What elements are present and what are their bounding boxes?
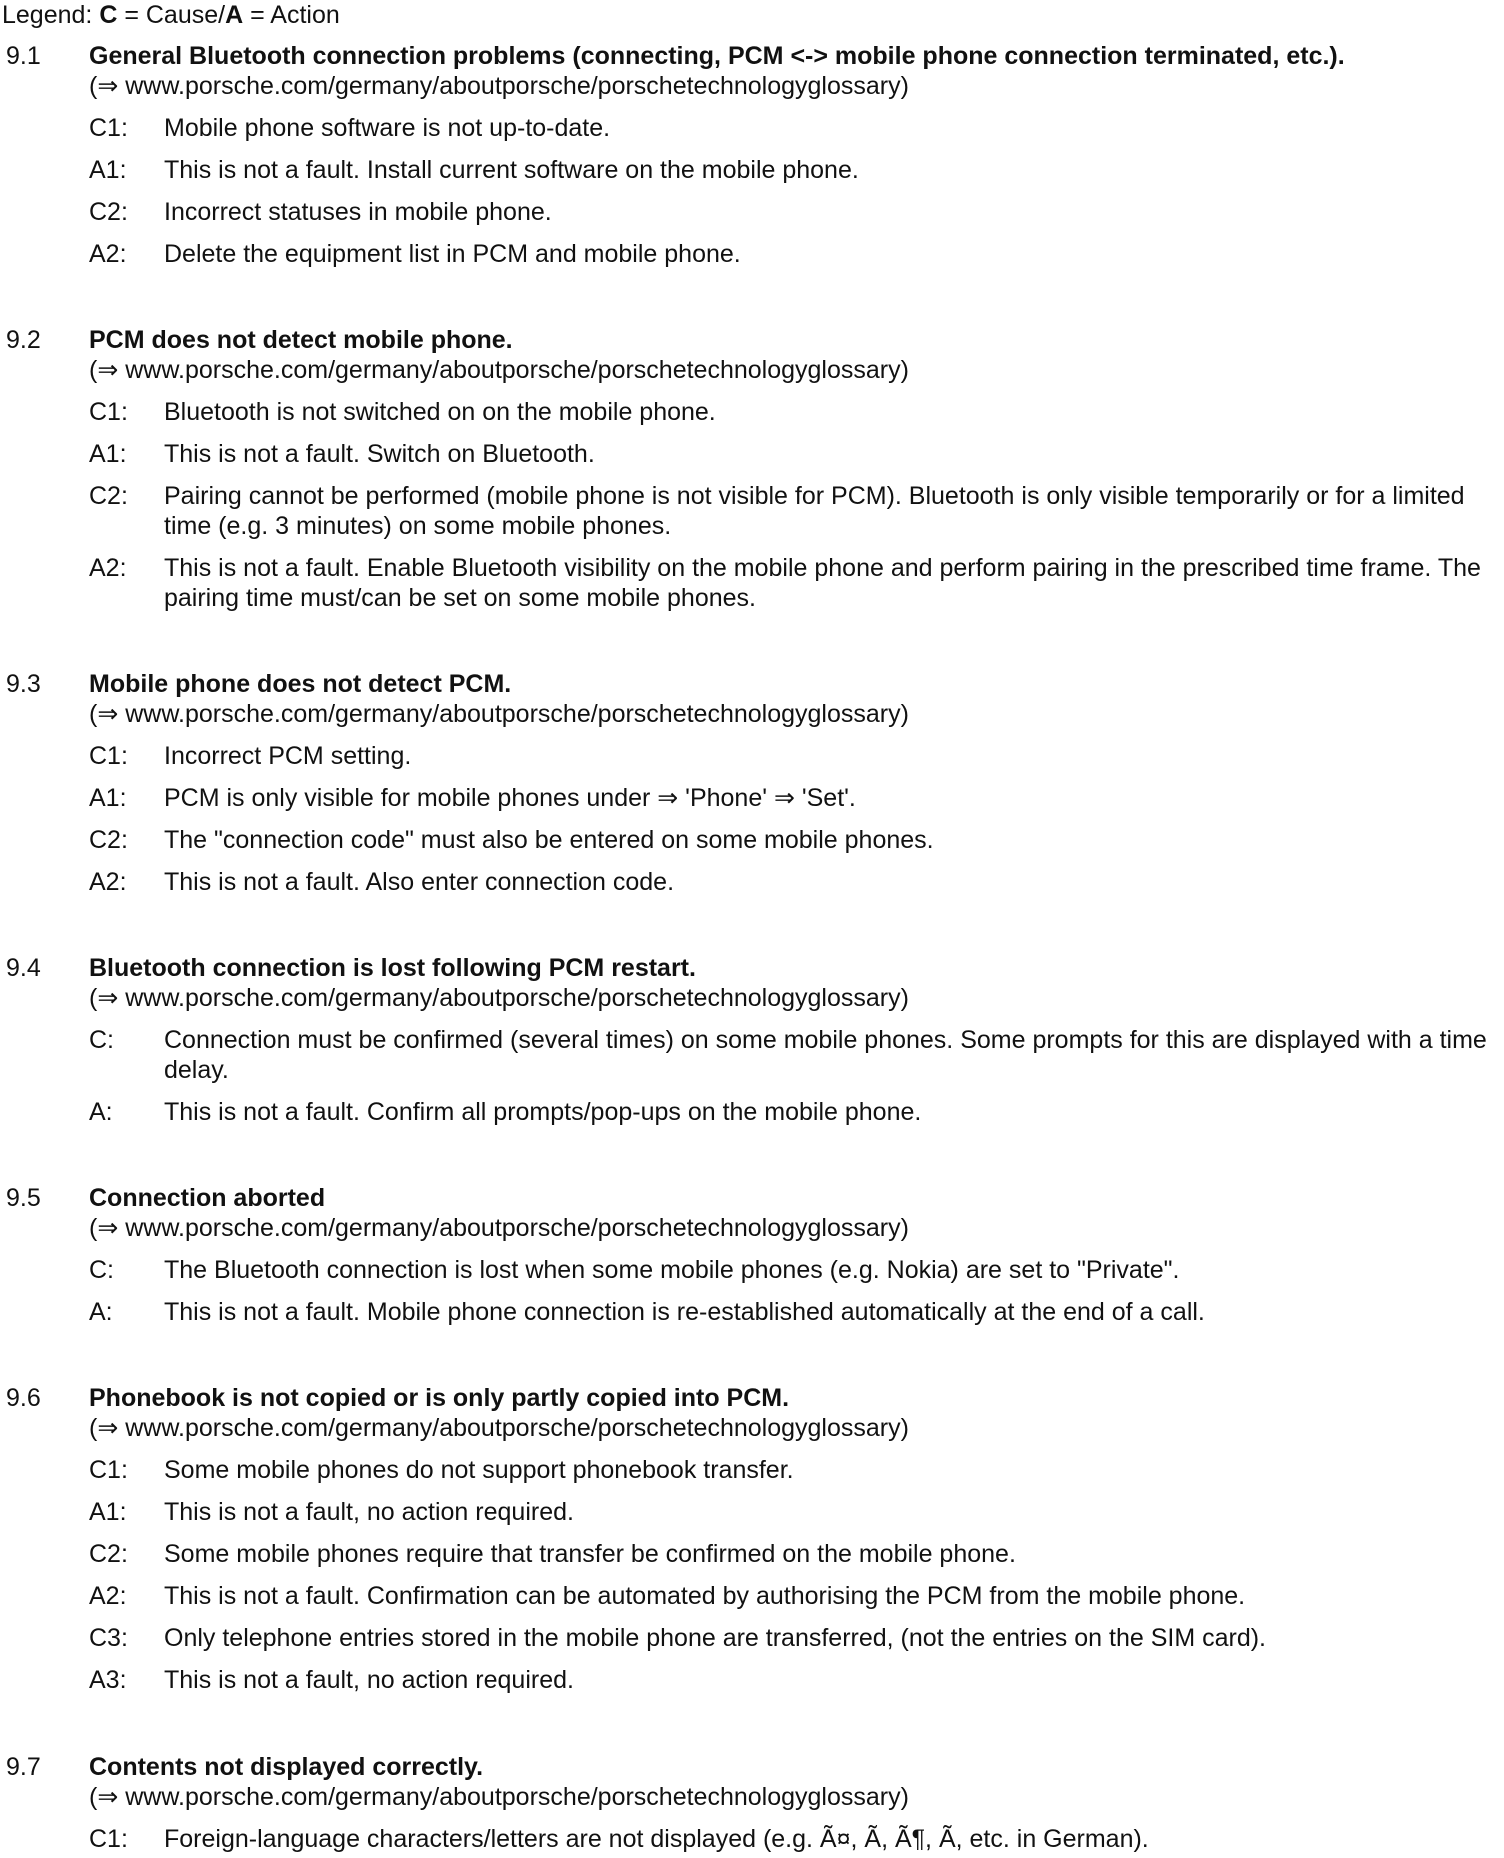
- item-text: This is not a fault. Install current software on the mobile phone.: [164, 156, 859, 184]
- item-label: A2:: [89, 240, 127, 268]
- section-reference-link[interactable]: (⇒ www.porsche.com/germany/aboutporsche/porschetechnologyglossary): [89, 1783, 909, 1811]
- legend-action-key: A: [225, 1, 244, 29]
- item-label: C2:: [89, 482, 128, 510]
- section-9-7: [0, 1752, 1504, 1854]
- item-label: A1:: [89, 1498, 127, 1526]
- item-label: C1:: [89, 114, 128, 142]
- item-label: A1:: [89, 156, 127, 184]
- list-item: [0, 481, 1504, 541]
- list-item: [0, 867, 1504, 897]
- section-9-3: [0, 669, 1504, 897]
- item-text: Incorrect statuses in mobile phone.: [164, 198, 552, 226]
- item-label: C2:: [89, 1540, 128, 1568]
- section-title: Bluetooth connection is lost following PCM restart.: [89, 954, 696, 982]
- section-number: 9.7: [6, 1753, 41, 1781]
- item-text: Some mobile phones require that transfer be confirmed on the mobile phone.: [164, 1540, 1016, 1568]
- item-text: Delete the equipment list in PCM and mobile phone.: [164, 240, 741, 268]
- section-number: 9.5: [6, 1184, 41, 1212]
- list-item: [0, 1665, 1504, 1695]
- section-title: Contents not displayed correctly.: [89, 1753, 484, 1781]
- list-item: [0, 155, 1504, 185]
- item-label: C:: [89, 1256, 114, 1284]
- item-text: Some mobile phones do not support phonebook transfer.: [164, 1456, 794, 1484]
- section-9-4: [0, 953, 1504, 1127]
- list-item: [0, 1455, 1504, 1485]
- list-item: [0, 1097, 1504, 1127]
- item-label: A2:: [89, 868, 127, 896]
- list-item: [0, 1255, 1504, 1285]
- list-item: [0, 1539, 1504, 1569]
- section-9-2: [0, 325, 1504, 613]
- item-text: Incorrect PCM setting.: [164, 742, 412, 770]
- item-label: A1:: [89, 440, 127, 468]
- item-text: This is not a fault, no action required.: [164, 1666, 574, 1694]
- section-number: 9.6: [6, 1384, 41, 1412]
- section-reference-link[interactable]: (⇒ www.porsche.com/germany/aboutporsche/porschetechnologyglossary): [89, 356, 909, 384]
- section-9-6: [0, 1383, 1504, 1695]
- item-label: A:: [89, 1298, 113, 1326]
- section-title: PCM does not detect mobile phone.: [89, 326, 513, 354]
- item-label: A2:: [89, 1582, 127, 1610]
- item-text: This is not a fault. Enable Bluetooth visibility on the mobile phone and perform pairing in the prescribed time frame. The pairing time must/can be set on some mobile phones.: [164, 554, 1481, 612]
- list-item: [0, 1581, 1504, 1611]
- list-item: [0, 1297, 1504, 1327]
- list-item: [0, 113, 1504, 143]
- section-9-5: [0, 1183, 1504, 1327]
- item-label: C1:: [89, 398, 128, 426]
- section-reference-link[interactable]: (⇒ www.porsche.com/germany/aboutporsche/porschetechnologyglossary): [89, 1214, 909, 1242]
- section-number: 9.2: [6, 326, 41, 354]
- item-text: Foreign-language characters/letters are not displayed (e.g. Ã¤, Ã, Ã¶, Ã, etc. in German).: [164, 1825, 1149, 1853]
- list-item: [0, 197, 1504, 227]
- item-text: The Bluetooth connection is lost when some mobile phones (e.g. Nokia) are set to "Private".: [164, 1256, 1180, 1284]
- list-item: [0, 1497, 1504, 1527]
- section-number: 9.3: [6, 670, 41, 698]
- item-label: A1:: [89, 784, 127, 812]
- list-item: [0, 553, 1504, 613]
- item-label: A:: [89, 1098, 113, 1126]
- item-text: This is not a fault. Confirmation can be automated by authorising the PCM from the mobile phone.: [164, 1582, 1246, 1610]
- list-item: [0, 397, 1504, 427]
- section-reference-link[interactable]: (⇒ www.porsche.com/germany/aboutporsche/porschetechnologyglossary): [89, 1414, 909, 1442]
- legend-cause-key: C: [99, 1, 118, 29]
- section-9-1: [0, 41, 1504, 269]
- item-label: A2:: [89, 554, 127, 582]
- legend-prefix: Legend:: [2, 1, 100, 29]
- item-label: C:: [89, 1026, 114, 1054]
- list-item: [0, 439, 1504, 469]
- section-number: 9.1: [6, 42, 41, 70]
- item-text: Pairing cannot be performed (mobile phone is not visible for PCM). Bluetooth is only visible temporarily or for a limited time (e.g. 3 minutes) on some mobile phones.: [164, 482, 1465, 540]
- item-text: Only telephone entries stored in the mobile phone are transferred, (not the entries on the SIM card).: [164, 1624, 1267, 1652]
- section-reference-link[interactable]: (⇒ www.porsche.com/germany/aboutporsche/porschetechnologyglossary): [89, 72, 909, 100]
- section-title: Mobile phone does not detect PCM.: [89, 670, 512, 698]
- section-title: Phonebook is not copied or is only partly copied into PCM.: [89, 1384, 790, 1412]
- list-item: [0, 783, 1504, 813]
- item-text: This is not a fault. Also enter connection code.: [164, 868, 675, 896]
- legend-action-text: = Action: [243, 1, 340, 29]
- item-label: C2:: [89, 826, 128, 854]
- item-label: C1:: [89, 1456, 128, 1484]
- item-label: A3:: [89, 1666, 127, 1694]
- section-number: 9.4: [6, 954, 41, 982]
- list-item: [0, 1623, 1504, 1653]
- item-label: C3:: [89, 1624, 128, 1652]
- section-title: General Bluetooth connection problems (connecting, PCM <-> mobile phone connection terminated, etc.).: [89, 42, 1345, 70]
- item-text: This is not a fault. Switch on Bluetooth.: [164, 440, 595, 468]
- legend: [2, 0, 340, 30]
- item-text: This is not a fault. Confirm all prompts/pop-ups on the mobile phone.: [164, 1098, 922, 1126]
- item-text: Connection must be confirmed (several times) on some mobile phones. Some prompts for this are displayed with a time delay.: [164, 1026, 1487, 1084]
- item-text: This is not a fault, no action required.: [164, 1498, 574, 1526]
- item-label: C2:: [89, 198, 128, 226]
- section-reference-link[interactable]: (⇒ www.porsche.com/germany/aboutporsche/porschetechnologyglossary): [89, 984, 909, 1012]
- item-label: C1:: [89, 742, 128, 770]
- item-text: PCM is only visible for mobile phones under ⇒ 'Phone' ⇒ 'Set'.: [164, 784, 856, 812]
- legend-cause-text: = Cause/: [117, 1, 226, 29]
- item-text: Bluetooth is not switched on on the mobile phone.: [164, 398, 716, 426]
- list-item: [0, 239, 1504, 269]
- item-label: C1:: [89, 1825, 128, 1853]
- list-item: [0, 741, 1504, 771]
- list-item: [0, 825, 1504, 855]
- item-text: Mobile phone software is not up-to-date.: [164, 114, 611, 142]
- section-reference-link[interactable]: (⇒ www.porsche.com/germany/aboutporsche/porschetechnologyglossary): [89, 700, 909, 728]
- item-text: The "connection code" must also be entered on some mobile phones.: [164, 826, 934, 854]
- item-text: This is not a fault. Mobile phone connection is re-established automatically at the end of a call.: [164, 1298, 1205, 1326]
- section-title: Connection aborted: [89, 1184, 326, 1212]
- list-item: [0, 1025, 1504, 1085]
- list-item: [0, 1824, 1504, 1854]
